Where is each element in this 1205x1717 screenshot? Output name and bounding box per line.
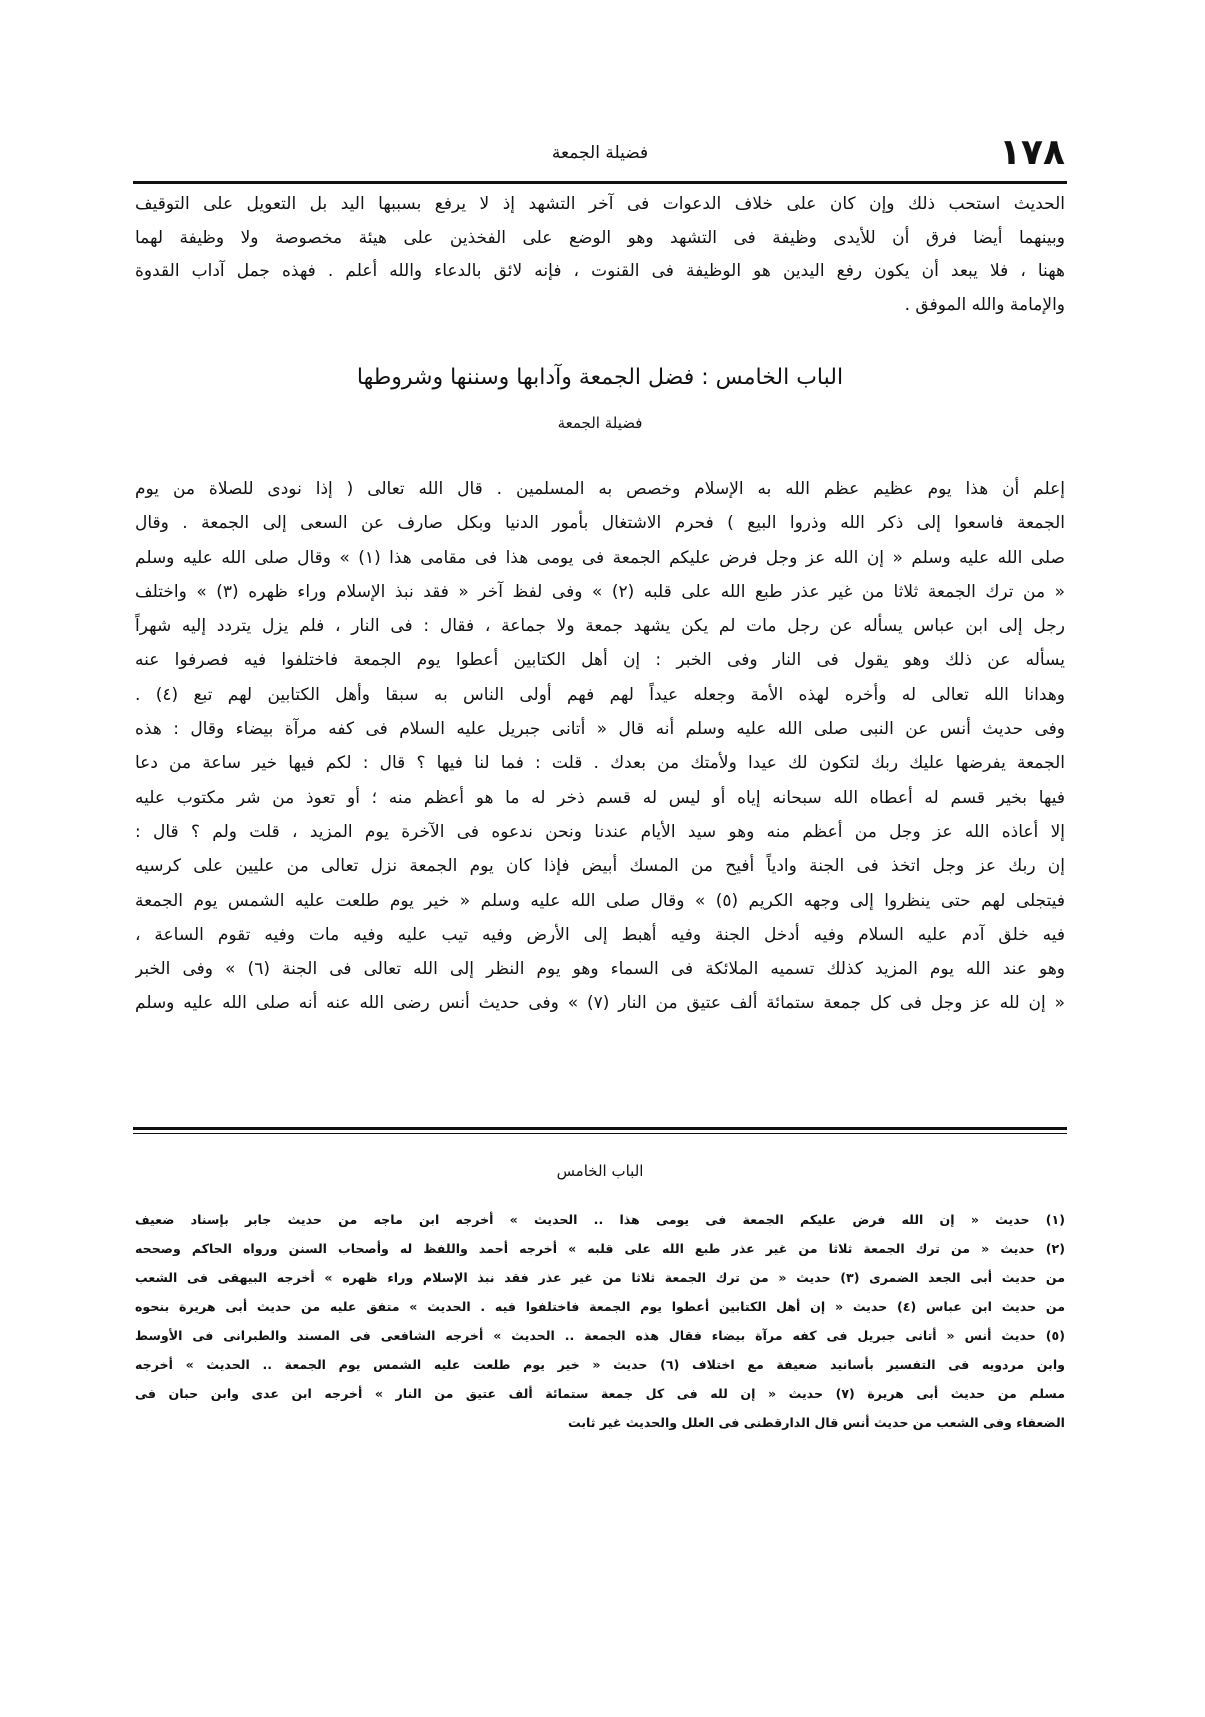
footnote-rule-top bbox=[133, 1127, 1067, 1130]
text-line: ههنا ، فلا يبعد أن يكون رفع اليدين هو الوظيفة فى القنوت ، فإنه لائق بالدعاء والله أعلم . فهذه جمل آداب القدوة bbox=[135, 261, 1065, 281]
text-line: وهدانا الله تعالى له وأخره لهذه الأمة وجعله عيداً لهم فهم أولى الناس به سبقا وأهل الكتابين لهم تبع (٤) . bbox=[135, 684, 1065, 705]
text-line: إعلم أن هذا يوم عظيم عظم الله به الإسلام وخصص به المسلمين . قال الله تعالى ( إذا نودى للصلاة من يوم bbox=[135, 479, 1065, 499]
text-line: وبينهما أيضا فرق أن للأيدى وظيفة فى التشهد وهو الوضع على الفخذين على هيئة مخصوصة ولا وظيفة لهما bbox=[135, 227, 1065, 248]
text-line: والإمامة والله الموفق . bbox=[904, 294, 1065, 315]
chapter-title: الباب الخامس : فضل الجمعة وآدابها وسننها وشروطها bbox=[356, 365, 844, 390]
text-line: صلى الله عليه وسلم « إن الله عز وجل فرض عليكم الجمعة فى يومى هذا فى مقامى هذا (١) » وقال صلى الله عليه وسلم bbox=[135, 547, 1065, 568]
footnote-rule-bottom bbox=[133, 1133, 1067, 1134]
text-line: إلا أعاذه الله عز وجل من أعظم منه وهو سيد الأيام عندنا ونحن ندعوه فى الآخرة يوم المزيد ، قلت ولم ؟ قال : bbox=[135, 821, 1065, 842]
footnote-line: من حديث أبى الجعد الضمرى (٣) حديث « من ترك الجمعة ثلاثا من غير عذر فقد نبذ الإسلام وراء ظهره » أخرجه البيهقى فى الشعب bbox=[135, 1270, 1065, 1285]
footnote-line: (٥) حديث أنس « أتانى جبريل فى كفه مرآة بيضاء فقال هذه الجمعة .. الحديث » أخرجه الشافعى فى المسند والطبرانى فى الأوسط bbox=[135, 1328, 1065, 1343]
main-paragraph bbox=[135, 472, 1065, 1021]
text-line: يسأله عن ذلك وهو يقول فى النار وفى الخبر : إن أهل الكتابين أعطوا يوم الجمعة فاختلفوا فيه فصرفوا عنه bbox=[135, 650, 1065, 671]
footnote-line: (١) حديث « إن الله فرض عليكم الجمعة فى يومى هذا .. الحديث » أخرجه ابن ماجه من حديث جابر بإسناد ضعيف bbox=[135, 1212, 1065, 1227]
top-paragraph bbox=[135, 188, 1065, 322]
text-line: فيها بخير قسم له أعطاه الله سبحانه إياه أو ليس له قسم ذخر له ما هو أعظم منه ؛ أو تعوذ من شر مكتوب عليه bbox=[135, 787, 1065, 808]
text-line: فيتجلى لهم حتى ينظروا إلى وجهه الكريم (٥) » وقال صلى الله عليه وسلم « خير يوم طلعت عليه الشمس يوم الجمعة bbox=[135, 890, 1065, 911]
text-line: الحديث استحب ذلك وإن كان على خلاف الدعوات فى آخر التشهد إذ لا يرفع بسببها اليد بل التعويل على التوقيف bbox=[135, 194, 1065, 214]
footnote-line: الضعفاء وفى الشعب من حديث أنس قال الدارقطنى فى العلل والحديث غير ثابت bbox=[567, 1415, 1065, 1430]
text-line: « من ترك الجمعة ثلاثا من غير عذر طبع الله على قلبه (٢) » وفى لفظ آخر « فقد نبذ الإسلام وراء ظهره (٣) » واختلف bbox=[135, 581, 1065, 602]
text-line: « إن لله عز وجل فى كل جمعة ستمائة ألف عتيق من النار (٧) » وفى حديث أنس رضى الله عنه أنه صلى الله عليه وسلم bbox=[135, 993, 1065, 1014]
footnote-line: (٢) حديث « من ترك الجمعة ثلاثا من غير عذر طبع الله على قلبه » أخرجه أحمد واللفظ له وأصحاب السنن ورواه الحاكم وصححه bbox=[135, 1241, 1065, 1256]
text-line: الجمعة فاسعوا إلى ذكر الله وذروا البيع ) فحرم الاشتغال بأمور الدنيا وبكل صارف عن السعى إلى الجمعة . وقال bbox=[135, 513, 1065, 534]
text-line: وهو عند الله يوم المزيد كذلك تسميه الملائكة فى السماء وهو يوم النظر إلى الله تعالى فى الجنة (٦) » وفى الخبر bbox=[135, 959, 1065, 980]
text-line: فيه خلق آدم عليه السلام وفيه أدخل الجنة وفيه أهبط إلى الأرض وفيه تيب عليه وفيه مات وفيه تقوم الساعة ، bbox=[135, 924, 1065, 945]
footnote-line: من حديث ابن عباس (٤) حديث « إن أهل الكتابين أعطوا يوم الجمعة فاختلفوا فيه . الحديث » متفق عليه من حديث أبى هريرة بنحوه bbox=[135, 1299, 1065, 1314]
text-line: إن ربك عز وجل اتخذ فى الجنة وادياً أفيح من المسك أبيض فإذا كان يوم الجمعة نزل تعالى من عليين على كرسيه bbox=[135, 856, 1065, 877]
footnote-line: مسلم من حديث أبى هريرة (٧) حديث « إن لله فى كل جمعة ستمائة ألف عتيق من النار » أخرجه ابن عدى وابن حبان فى bbox=[135, 1386, 1065, 1401]
footnotes bbox=[135, 1205, 1065, 1437]
footnotes-title: الباب الخامس bbox=[556, 1162, 644, 1180]
text-line: وفى حديث أنس عن النبى صلى الله عليه وسلم أنه قال « أتانى جبريل عليه السلام فى كفه مرآة بيضاء وقال : هذه bbox=[135, 719, 1065, 740]
running-title: فضيلة الجمعة bbox=[551, 143, 649, 163]
footnote-line: وابن مردويه فى التفسير بأسانيد ضعيفة مع اختلاف (٦) حديث « خير يوم طلعت عليه الشمس يوم الجمعة .. الحديث » أخرجه bbox=[135, 1357, 1065, 1372]
header-rule bbox=[133, 181, 1067, 184]
text-line: الجمعة يفرضها عليك ربك لتكون لك عيدا ولأمتك من بعدك . قلت : فما لنا فيها ؟ قال : لكم فيها خير ساعة من دعا bbox=[135, 753, 1065, 774]
page-number: ١٧٨ bbox=[999, 132, 1065, 173]
section-title: فضيلة الجمعة bbox=[557, 414, 643, 432]
text-line: رجل إلى ابن عباس يسأله عن رجل مات لم يكن يشهد جمعة ولا جماعة ، فقال : فى النار ، فلم يزل يتردد إليه شهراً bbox=[135, 616, 1065, 637]
